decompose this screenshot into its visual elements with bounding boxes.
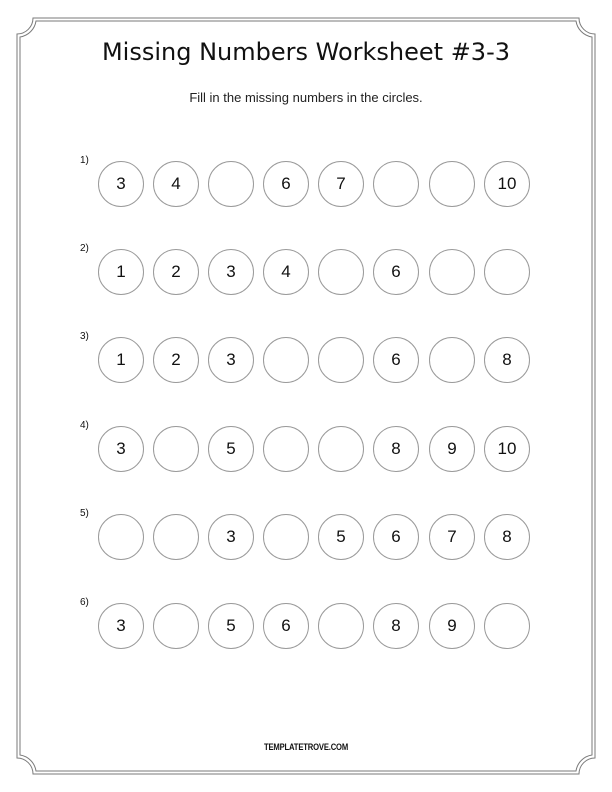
problem-number: 2) [80,243,89,254]
blank-number-circle[interactable] [429,249,475,295]
number-circle: 6 [373,514,419,560]
number-circle: 10 [484,426,530,472]
blank-number-circle[interactable] [153,603,199,649]
number-circle: 3 [98,426,144,472]
number-circle: 4 [263,249,309,295]
number-circle: 8 [484,514,530,560]
problem-number: 3) [80,331,89,342]
number-circle: 3 [208,249,254,295]
blank-number-circle[interactable] [318,426,364,472]
number-circle: 10 [484,161,530,207]
blank-number-circle[interactable] [484,603,530,649]
problem-row [0,331,612,385]
number-circle: 6 [263,603,309,649]
worksheet-instructions: Fill in the missing numbers in the circles. [189,90,423,105]
problem-row [0,420,612,474]
blank-number-circle[interactable] [484,249,530,295]
problem-number: 6) [80,597,89,608]
number-circle: 3 [98,161,144,207]
problem-row [0,597,612,651]
number-circle: 5 [318,514,364,560]
number-circle: 5 [208,603,254,649]
blank-number-circle[interactable] [263,426,309,472]
number-circle: 6 [263,161,309,207]
blank-number-circle[interactable] [429,161,475,207]
blank-number-circle[interactable] [318,337,364,383]
number-circle: 2 [153,337,199,383]
border-outer-line [17,18,595,774]
number-circle: 8 [484,337,530,383]
number-circle: 3 [208,337,254,383]
blank-number-circle[interactable] [98,514,144,560]
blank-number-circle[interactable] [318,603,364,649]
number-circle: 1 [98,337,144,383]
number-circle: 6 [373,337,419,383]
problem-number: 1) [80,155,89,166]
blank-number-circle[interactable] [263,514,309,560]
number-circle: 1 [98,249,144,295]
blank-number-circle[interactable] [263,337,309,383]
problem-row [0,243,612,297]
blank-number-circle[interactable] [153,514,199,560]
border-inner-line [20,21,592,771]
number-circle: 7 [429,514,475,560]
number-circle: 7 [318,161,364,207]
blank-number-circle[interactable] [373,161,419,207]
number-circle: 9 [429,426,475,472]
number-circle: 4 [153,161,199,207]
number-circle: 8 [373,603,419,649]
blank-number-circle[interactable] [429,337,475,383]
problem-row [0,508,612,562]
number-circle: 5 [208,426,254,472]
blank-number-circle[interactable] [318,249,364,295]
footer-website: TEMPLATETROVE.COM [263,742,349,752]
blank-number-circle[interactable] [208,161,254,207]
problem-number: 5) [80,508,89,519]
blank-number-circle[interactable] [153,426,199,472]
number-circle: 8 [373,426,419,472]
worksheet-title: Missing Numbers Worksheet #3-3 [101,38,511,66]
number-circle: 9 [429,603,475,649]
number-circle: 6 [373,249,419,295]
problem-number: 4) [80,420,89,431]
problem-row [0,155,612,209]
number-circle: 2 [153,249,199,295]
number-circle: 3 [208,514,254,560]
number-circle: 3 [98,603,144,649]
